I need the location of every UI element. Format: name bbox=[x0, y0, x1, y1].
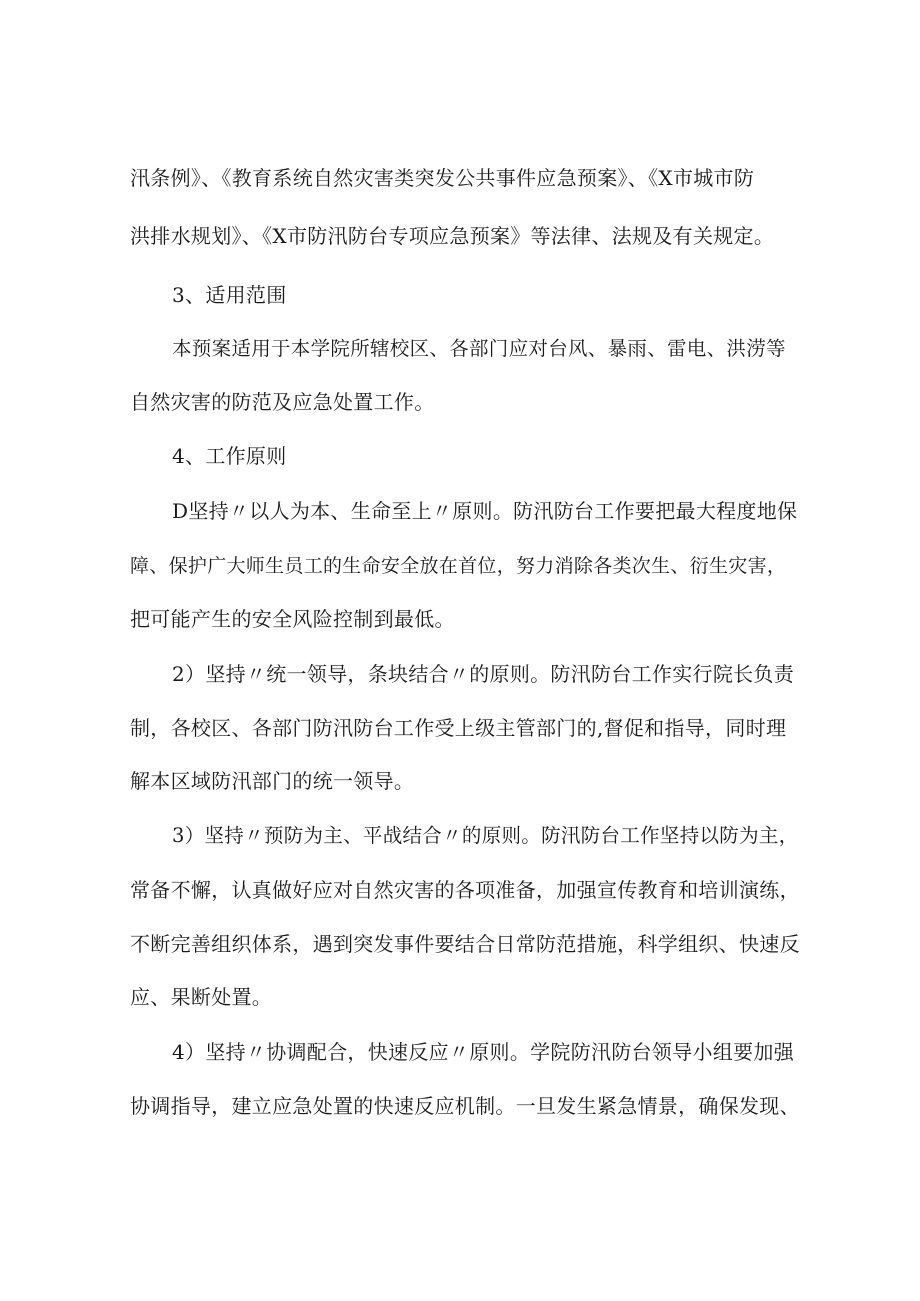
text-line: 汛条例》、《教育系统自然灾害类突发公共事件应急预案》、《X市城市防 bbox=[130, 166, 755, 190]
text-line: 洪排水规划》、《X市防汛防台专项应急预案》等法律、法规及有关规定。 bbox=[130, 224, 775, 248]
text-line: 制，各校区、各部门防汛防台工作受上级主管部门的,督促和指导，同时理 bbox=[130, 716, 787, 740]
text-line: 把可能产生的安全风险控制到最低。 bbox=[130, 607, 455, 631]
section-heading: 3、适用范围 bbox=[172, 283, 287, 307]
text-line: 常备不懈，认真做好应对自然灾害的各项准备，加强宣传教育和培训演练， bbox=[130, 878, 800, 902]
text-line: 3）坚持〃预防为主、平战结合〃的原则。防汛防台工作坚持以防为主， bbox=[172, 824, 799, 847]
text-line: 解本区域防汛部门的统一领导。 bbox=[130, 769, 415, 793]
text-line: 不断完善组织体系，遇到突发事件要结合日常防范措施，科学组织、快速反 bbox=[130, 932, 800, 956]
text-line: 协调指导，建立应急处置的快速反应机制。一旦发生紧急情景，确保发现、 bbox=[130, 1094, 800, 1118]
text-line: 2）坚持〃统一领导，条块结合〃的原则。防汛防台工作实行院长负责 bbox=[172, 662, 795, 686]
text-line: 自然灾害的防范及应急处置工作。 bbox=[130, 390, 435, 414]
text-line: D坚持〃以人为本、生命至上〃原则。防汛防台工作要把最大程度地保 bbox=[172, 499, 798, 523]
text-line: 应、果断处置。 bbox=[130, 985, 273, 1009]
section-heading: 4、工作原则 bbox=[172, 444, 287, 468]
text-line: 障、保护广大师生员工的生命安全放在首位，努力消除各类次生、衍生灾害， bbox=[130, 555, 787, 577]
text-line: 本预案适用于本学院所辖校区、各部门应对台风、暴雨、雷电、洪涝等 bbox=[172, 337, 786, 360]
text-line: 4）坚持〃协调配合，快速反应〃原则。学院防汛防台领导小组要加强 bbox=[172, 1040, 795, 1064]
